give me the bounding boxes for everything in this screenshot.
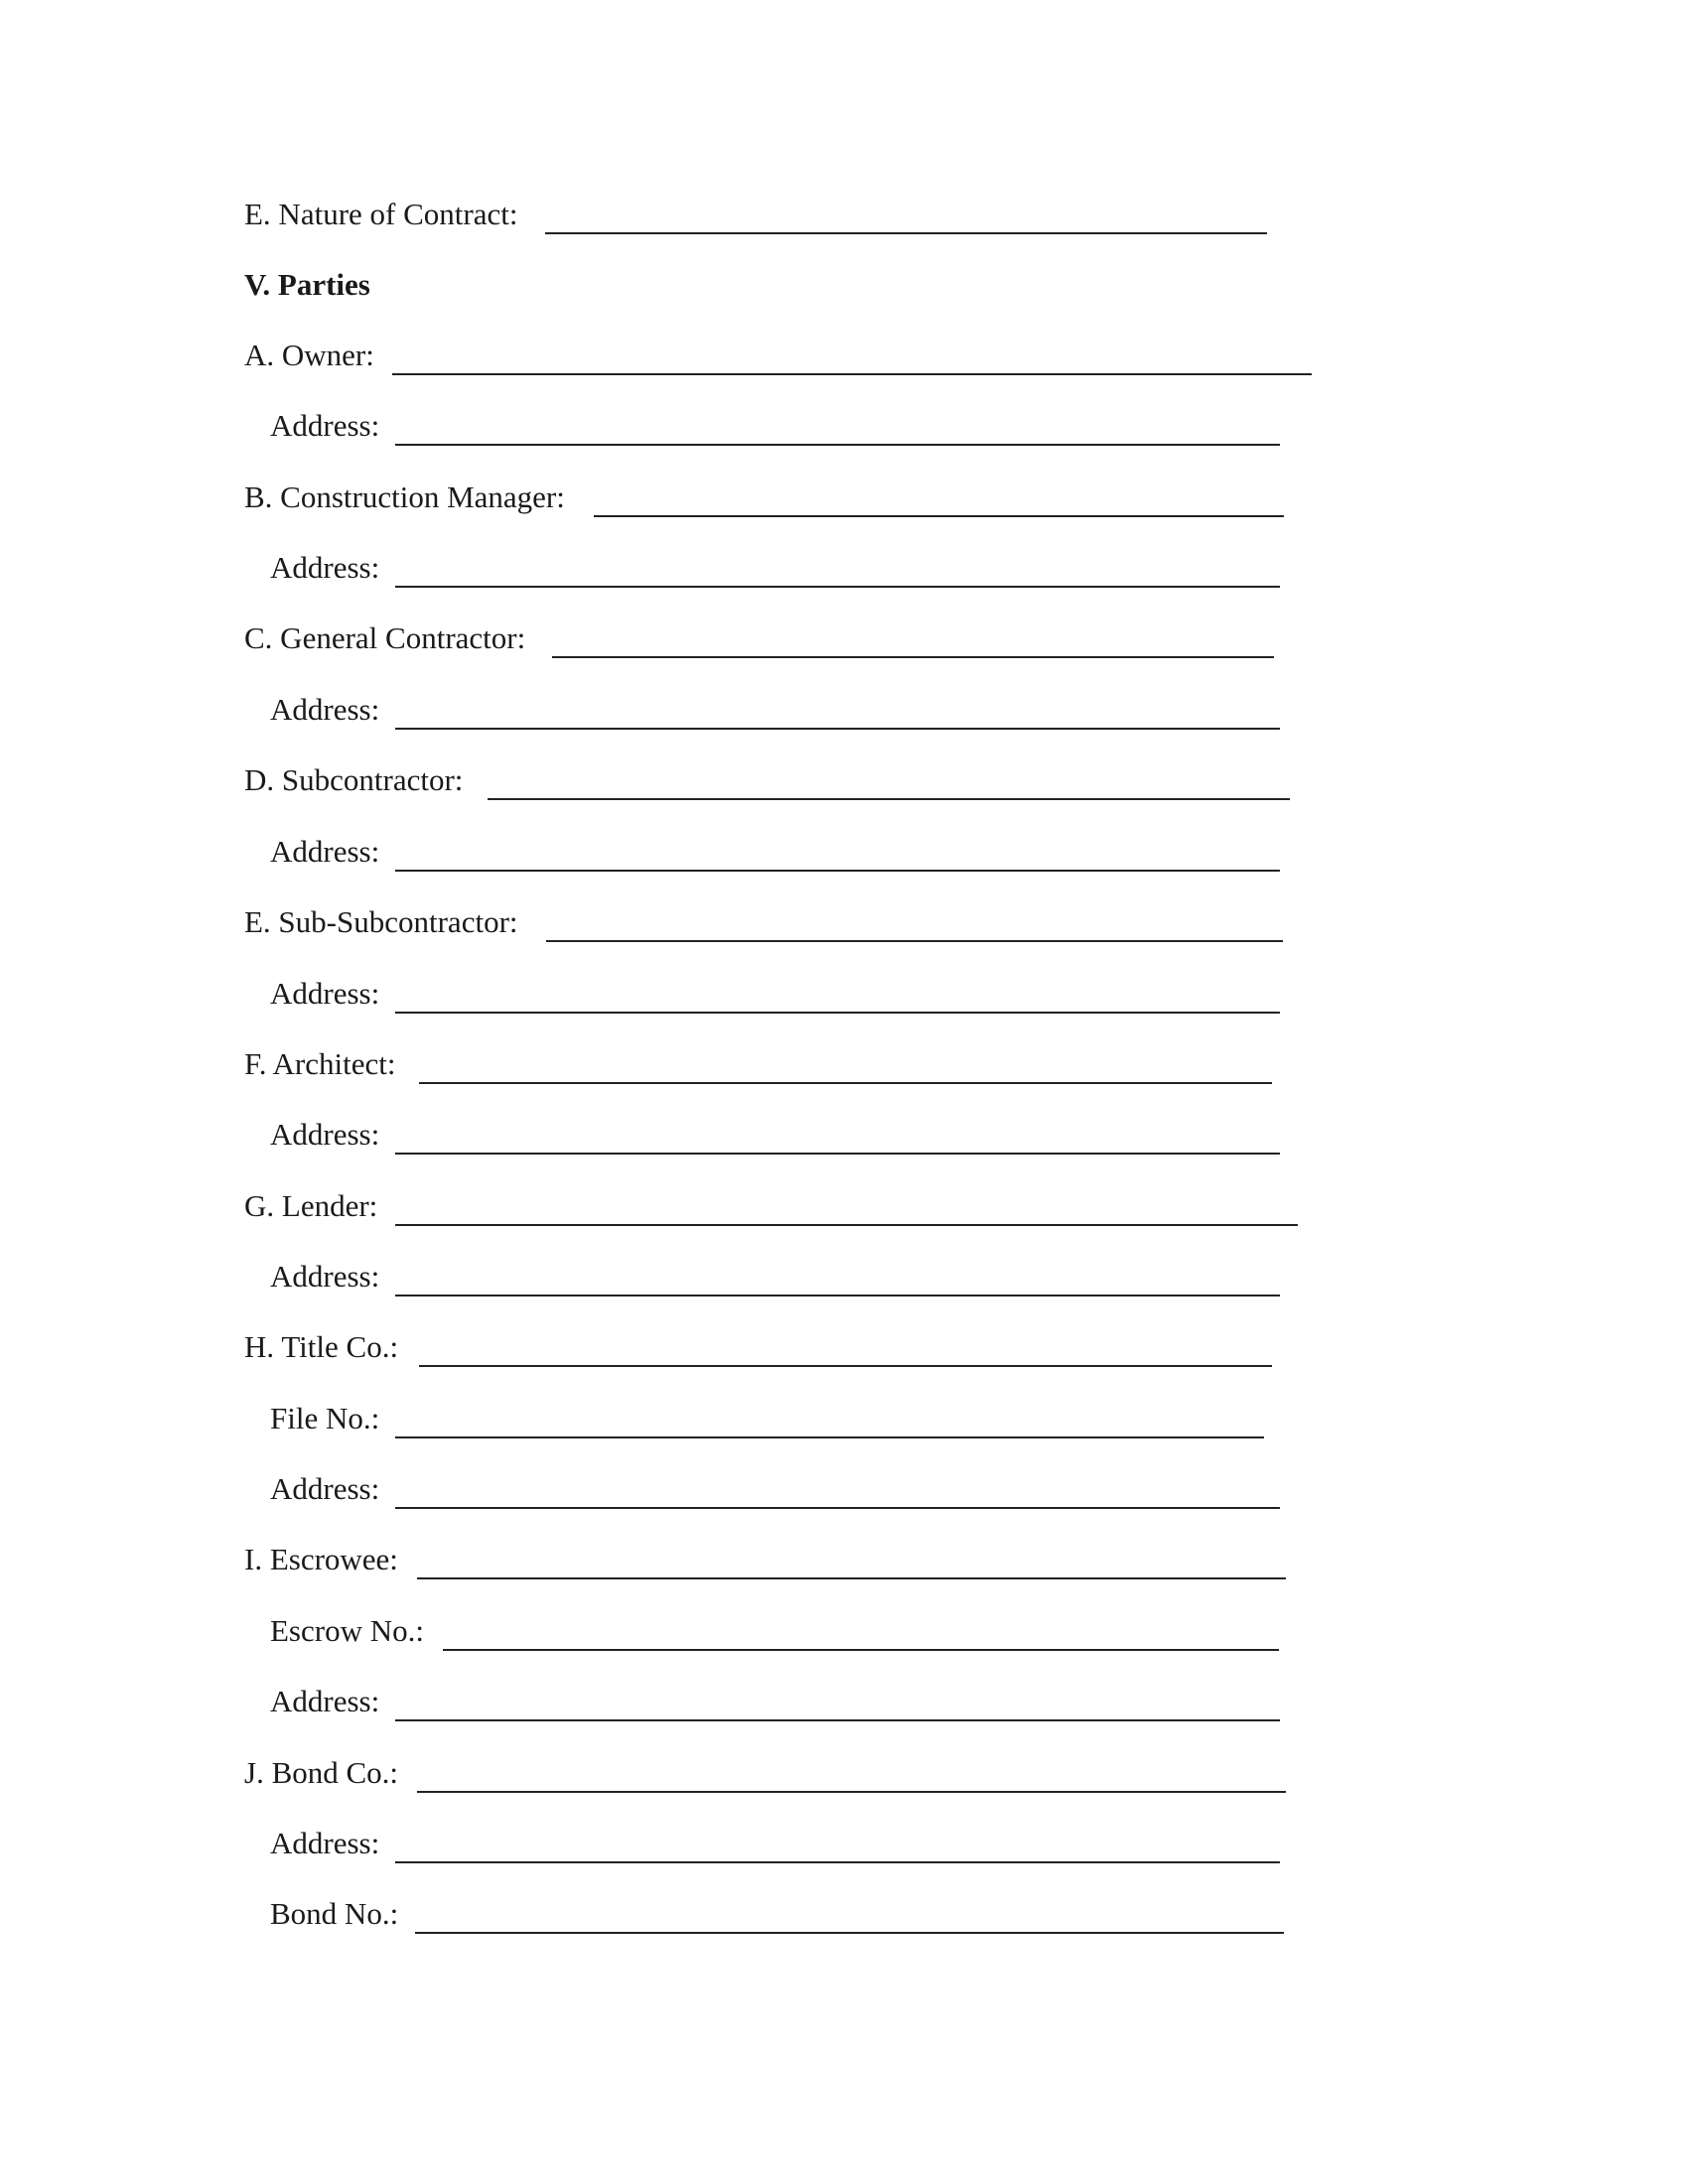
bond-co-row [0, 1753, 1688, 1803]
subcontractor-address-row [0, 832, 1688, 882]
lender-label: G. Lender: [244, 1188, 378, 1223]
subcontractor-address-label: Address: [270, 834, 380, 869]
lender-address-row [0, 1257, 1688, 1306]
escrowee-row [0, 1540, 1688, 1589]
owner-address-label: Address: [270, 408, 380, 443]
sub-subcontractor-address-label: Address: [270, 976, 380, 1011]
section-heading: V. Parties [244, 267, 370, 302]
subcontractor-row [0, 760, 1688, 810]
general-contractor-label: C. General Contractor: [244, 620, 526, 655]
architect-address-row [0, 1115, 1688, 1164]
bond-co-bond-no-row [0, 1894, 1688, 1944]
title-co-row [0, 1327, 1688, 1377]
title-co-address-field[interactable] [395, 1507, 1280, 1509]
title-co-file-no-row [0, 1399, 1688, 1448]
nature-of-contract-row [0, 195, 1688, 244]
subcontractor-address-field[interactable] [395, 870, 1280, 872]
subcontractor-label: D. Subcontractor: [244, 762, 464, 797]
architect-label: F. Architect: [244, 1046, 396, 1081]
lender-field[interactable] [395, 1224, 1298, 1226]
general-contractor-address-label: Address: [270, 692, 380, 727]
nature-of-contract-label: E. Nature of Contract: [244, 197, 518, 231]
subcontractor-field[interactable] [488, 798, 1290, 800]
architect-row [0, 1044, 1688, 1094]
lender-address-label: Address: [270, 1259, 380, 1294]
title-co-address-label: Address: [270, 1471, 380, 1506]
general-contractor-address-field[interactable] [395, 728, 1280, 730]
construction-manager-address-label: Address: [270, 550, 380, 585]
architect-address-field[interactable] [395, 1153, 1280, 1155]
section-heading-row [0, 265, 1688, 315]
lender-row [0, 1186, 1688, 1236]
escrowee-escrow-no-label: Escrow No.: [270, 1613, 424, 1648]
construction-manager-field[interactable] [594, 515, 1284, 517]
title-co-address-row [0, 1469, 1688, 1519]
bond-co-label: J. Bond Co.: [244, 1755, 399, 1790]
owner-field[interactable] [392, 373, 1312, 375]
title-co-field[interactable] [419, 1365, 1272, 1367]
escrowee-label: I. Escrowee: [244, 1542, 398, 1576]
bond-co-field[interactable] [417, 1791, 1286, 1793]
construction-manager-address-row [0, 548, 1688, 598]
bond-co-bond-no-label: Bond No.: [270, 1896, 399, 1931]
owner-row [0, 336, 1688, 385]
architect-address-label: Address: [270, 1117, 380, 1152]
escrowee-address-field[interactable] [395, 1719, 1280, 1721]
construction-manager-address-field[interactable] [395, 586, 1280, 588]
escrowee-escrow-no-field[interactable] [443, 1649, 1279, 1651]
owner-label: A. Owner: [244, 338, 374, 372]
bond-co-address-row [0, 1824, 1688, 1873]
bond-co-bond-no-field[interactable] [415, 1932, 1284, 1934]
escrowee-field[interactable] [417, 1577, 1286, 1579]
title-co-file-no-field[interactable] [395, 1436, 1264, 1438]
architect-field[interactable] [419, 1082, 1272, 1084]
general-contractor-row [0, 618, 1688, 668]
construction-manager-label: B. Construction Manager: [244, 479, 565, 514]
bond-co-address-label: Address: [270, 1826, 380, 1860]
escrowee-address-row [0, 1682, 1688, 1731]
sub-subcontractor-address-field[interactable] [395, 1012, 1280, 1014]
owner-address-field[interactable] [395, 444, 1280, 446]
escrowee-escrow-no-row [0, 1611, 1688, 1661]
construction-manager-row [0, 478, 1688, 527]
lender-address-field[interactable] [395, 1295, 1280, 1297]
general-contractor-field[interactable] [552, 656, 1274, 658]
sub-subcontractor-field[interactable] [546, 940, 1283, 942]
title-co-label: H. Title Co.: [244, 1329, 399, 1364]
owner-address-row [0, 406, 1688, 456]
sub-subcontractor-label: E. Sub-Subcontractor: [244, 904, 518, 939]
sub-subcontractor-row [0, 902, 1688, 952]
nature-of-contract-field[interactable] [545, 232, 1267, 234]
bond-co-address-field[interactable] [395, 1861, 1280, 1863]
general-contractor-address-row [0, 690, 1688, 740]
escrowee-address-label: Address: [270, 1684, 380, 1718]
sub-subcontractor-address-row [0, 974, 1688, 1024]
title-co-file-no-label: File No.: [270, 1401, 380, 1435]
